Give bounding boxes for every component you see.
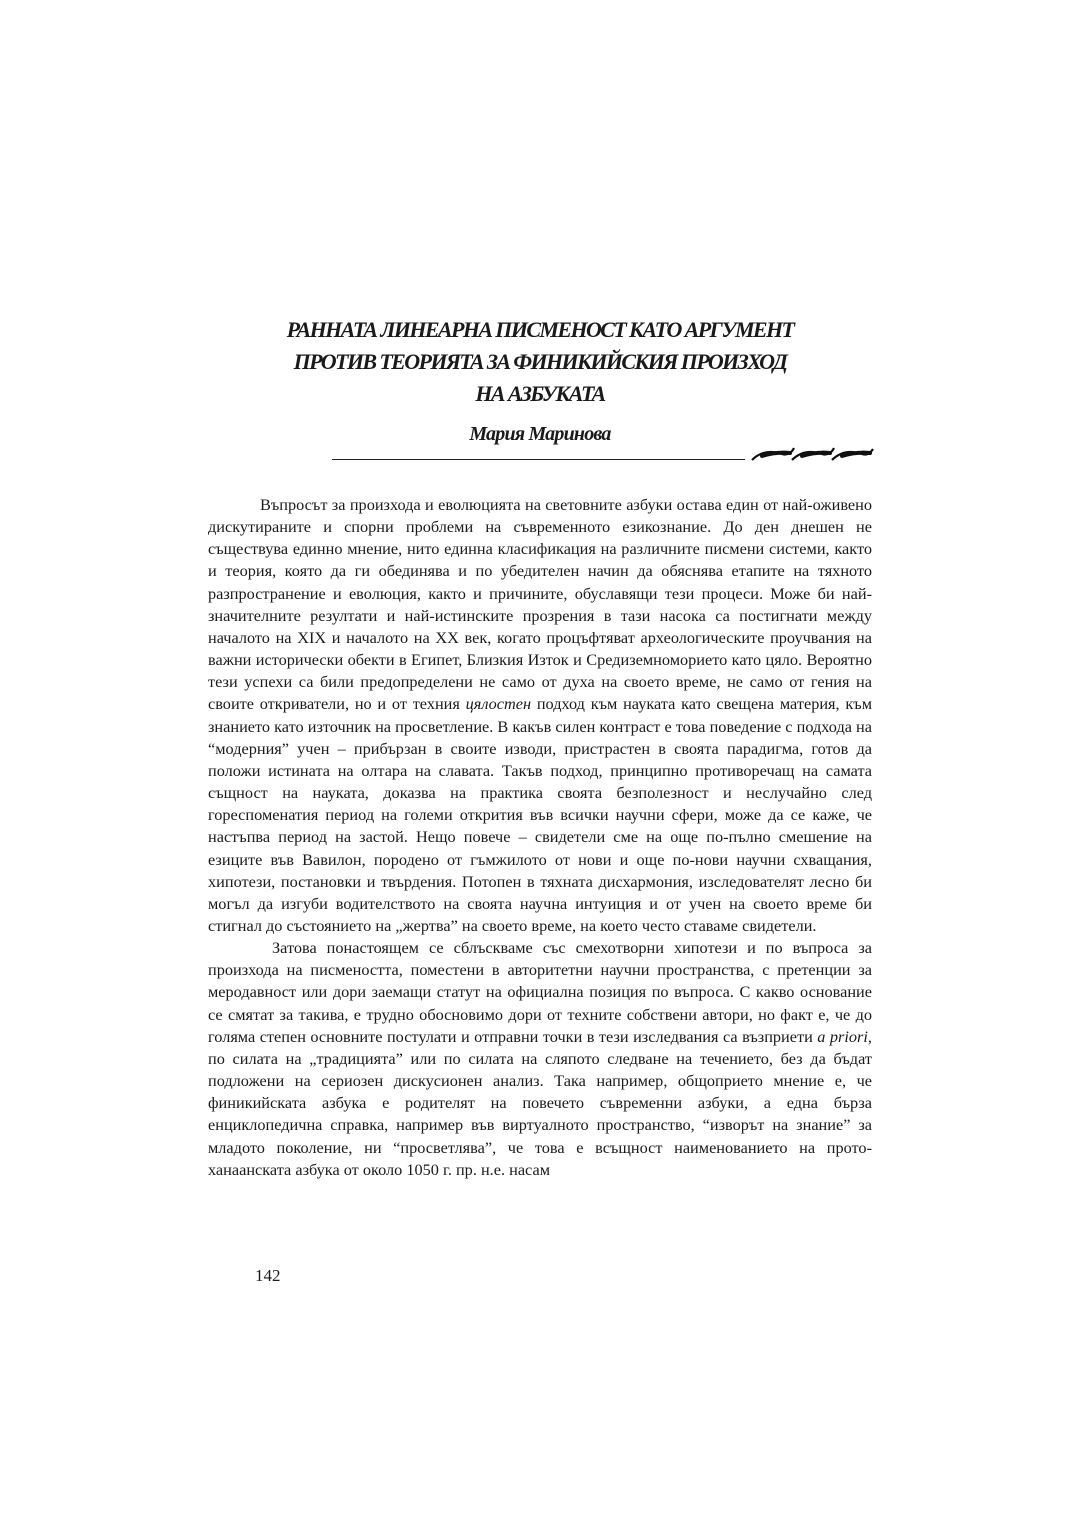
body-paragraph-1: Въпросът за произхода и еволюцията на световните азбуки остава един от най-оживено дискутираните и спорни проблеми на съвременното езикознание. До ден днешен не съществува единно мнение, нито единна класификация на различните писмени системи, както и теория, която да ги обединява и по убедителен начин да обяснява етапите на тяхното разпространение и еволюция, както и причините, обуславящи тези процеси. Може би най-значителните резултати и най-истинските прозрения в тази насока са постигнати между началото на XIX и началото на XX век, когато процъфтяват археологическите проучвания на важни исторически обекти в Египет, Близкия Изток и Средиземноморието като цяло. Вероятно тези успехи са били предопределени не само от духа на своето време, не само от гения на своите откриватели, но и от техния цялостен подход към науката като свещена материя, към знанието като източник на просветление. В какъв силен контраст е това поведение с подхода на “модерния” учен – прибързан в своите изводи, пристрастен в своята парадигма, готов да положи истината на олтара на славата. Такъв подход, принципно противоречащ на самата същност на науката, доказва на практика своята безполезност и неслучайно след гореспоменатия период на големи открития във всички научни сфери, може да се каже, че настъпва период на застой. Нещо повече – свидетели сме на още по-пълно смешение на езиците във Вавилон, породено от гъмжилото от нови и още по-нови научни схващания, хипотези, постановки и твърдения. Потопен в тяхната дисхармония, изследователят лесно би могъл да изгуби водителството на своята научна интуиция и от учен на своето време би стигнал до състоянието на „жертва” на своето време, на което често ставаме свидетели. — [208, 495, 872, 935]
swash-ornament-icon — [750, 440, 875, 468]
page-number: 142 — [255, 1266, 281, 1285]
article-body — [208, 494, 872, 1181]
article-title — [160, 314, 920, 410]
author-name: Мария Маринова — [469, 423, 611, 445]
emphasis-tselosten: цялостен — [465, 694, 532, 714]
author-underline — [332, 459, 745, 460]
title-line-3: НА АЗБУКАТА — [475, 381, 605, 406]
title-line-1: РАННАТА ЛИНЕАРНА ПИСМЕНОСТ КАТО АРГУМЕНТ — [286, 317, 794, 342]
emphasis-a-priori: a priori — [817, 1026, 868, 1046]
body-paragraph-2: Затова понастоящем се сблъскваме със смехотворни хипотези и по въпроса за произхода на писмеността, поместени в авторитетни научни пространства, с претенции за меродавност или дори заемащи статут на официална позиция по въпроса. С какво основание се смятат за такива, е трудно обосновимо дори от техните собствени автори, но факт е, че до голяма степен основните постулати и отправни точки в тези изследвания са възприети a priori, по силата на „традицията” или по силата на сляпото следване на течението, без да бъдат подложени на сериозен дискусионен анализ. Така например, общоприето мнение е, че финикийската азбука е родителят на повечето съвременни азбуки, а една бърза енциклопедична справка, например във виртуалното пространство, “изворът на знание” за младото поколение, ни “просветлява”, че това е всъщност наименованието на прото-ханаанската азбука от около 1050 г. пр. н.е. насам — [208, 938, 872, 1179]
title-line-2: ПРОТИВ ТЕОРИЯТА ЗА ФИНИКИЙСКИЯ ПРОИЗХОД — [293, 349, 787, 374]
